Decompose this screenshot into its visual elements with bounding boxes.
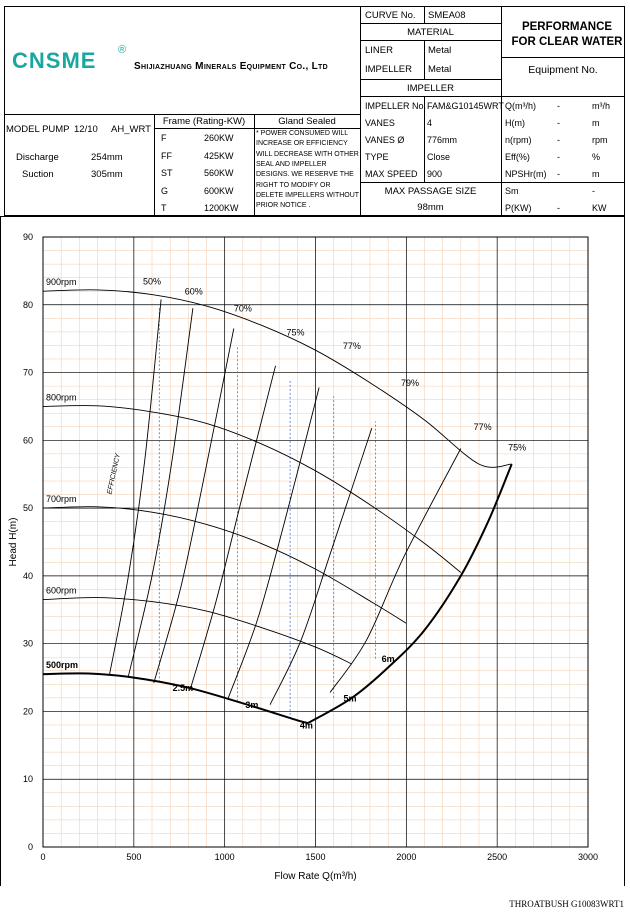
frame-kw: 600KW [204, 185, 234, 196]
duty-unit: m³/h [592, 101, 610, 111]
annotation-label: EFFICIENCY [106, 452, 122, 495]
speed-label: 800rpm [46, 392, 77, 403]
model-pump-label: MODEL PUMP [6, 124, 70, 135]
equipment-no-label: Equipment No. [528, 64, 598, 76]
y-axis-label: Head H(m) [8, 517, 19, 567]
max-speed-label: MAX SPEED [365, 169, 418, 179]
performance-title-line2: FOR CLEAR WATER [511, 36, 623, 48]
axis-ticks [23, 232, 598, 862]
company-name: Shijiazhuang Minerals Equipment Co., Ltd [134, 61, 328, 72]
annotation-label: 77% [473, 422, 492, 433]
drawing-number: THROATBUSH G10083WRT1 [509, 899, 624, 909]
gland-note-line: RIGHT TO MODIFY OR [256, 181, 331, 189]
gland-label: Gland Sealed [278, 116, 336, 127]
y-tick-label: 80 [22, 299, 33, 310]
frame-code: F [161, 133, 167, 143]
y-tick-label: 90 [22, 232, 33, 242]
duty-unit: m [592, 169, 600, 179]
duty-value: - [557, 135, 560, 145]
company-logo: CNSME [12, 48, 97, 73]
y-tick-label: 60 [22, 435, 33, 446]
speed-curve-800rpm [43, 406, 461, 573]
annotation-label: 79% [400, 378, 419, 389]
max-passage-value: 98mm [417, 202, 444, 213]
impeller-material-label: IMPELLER [365, 64, 412, 75]
suction-label: Suction [22, 169, 54, 180]
efficiency-curve-77pct [228, 388, 319, 698]
vanes-dia-value: 776mm [427, 135, 458, 145]
duty-value: - [557, 152, 560, 162]
gland-note-line: INCREASE OR EFFICIENCY [256, 140, 348, 148]
annotation-label: 75% [508, 442, 527, 453]
impeller-material-value: Metal [428, 64, 452, 75]
impeller-section-label: IMPELLER [407, 83, 454, 94]
gland-note-line: DELETE IMPELLERS WITHOUT [256, 191, 360, 199]
registered-mark: ® [118, 44, 127, 56]
speed-label: 500rpm [46, 660, 79, 671]
duty-label: Q(m³/h) [505, 101, 536, 111]
frame-code: FF [161, 150, 172, 161]
annotation-label: 75% [286, 327, 305, 338]
x-axis-label: Flow Rate Q(m³/h) [274, 871, 357, 882]
impeller-no-value: FAM&G10145WRT [427, 101, 504, 111]
discharge-label: Discharge [16, 152, 59, 163]
performance-chart [0, 216, 630, 886]
annotation-label: 6m [381, 653, 395, 664]
frame-kw: 425KW [204, 150, 234, 161]
vanes-dia-label: VANES Ø [365, 135, 405, 145]
speed-curve-600rpm [43, 598, 352, 664]
curve-layer [43, 290, 512, 723]
y-tick-label: 30 [22, 638, 33, 649]
type-value: Close [427, 152, 451, 162]
frame-kw: 260KW [204, 133, 234, 143]
gland-note-line: * POWER CONSUMED WILL [256, 130, 349, 137]
duty-label: n(rpm) [505, 135, 532, 145]
annotation-label: 3m [245, 700, 259, 711]
duty-label: NPSHr(m) [505, 169, 547, 179]
suction-value: 305mm [91, 169, 123, 180]
duty-label: Eff(%) [505, 152, 530, 162]
vanes-value: 4 [427, 118, 433, 128]
type-label: TYPE [365, 152, 389, 162]
frame-code: ST [161, 168, 173, 178]
duty-value: - [557, 101, 560, 111]
material-label: MATERIAL [407, 27, 454, 38]
x-tick-label: 1500 [305, 852, 326, 862]
discharge-value: 254mm [91, 152, 123, 163]
y-tick-label: 70 [22, 367, 33, 378]
model-code: AH_WRT [111, 124, 151, 135]
x-tick-label: 3000 [577, 852, 599, 862]
speed-curve-900rpm [43, 290, 512, 468]
frame-kw: 560KW [204, 168, 234, 178]
curve-no-value: SMEA08 [428, 10, 466, 21]
speed-label: 900rpm [46, 277, 77, 288]
annotation-label: 50% [142, 276, 162, 287]
efficiency-curve-60pct [128, 308, 193, 676]
efficiency-curve-79pct [270, 428, 372, 705]
y-tick-label: 40 [22, 570, 33, 581]
annotation-label: 70% [233, 303, 252, 314]
gland-note-line: DESIGNS. WE RESERVE THE [256, 171, 354, 179]
efficiency-curve-70pct [154, 329, 234, 683]
duty-value: - [557, 169, 560, 179]
performance-title-line1: PERFORMANCE [521, 21, 613, 33]
duty-unit: % [592, 152, 601, 162]
curve-no-label: CURVE No. [365, 10, 416, 21]
x-tick-label: 500 [126, 852, 142, 862]
model-pump-size: 12/10 [74, 124, 98, 135]
duty-value: - [557, 203, 560, 213]
header-block [4, 6, 625, 216]
frame-code: G [161, 185, 169, 196]
x-tick-label: 0 [40, 852, 46, 862]
y-tick-label: 10 [22, 774, 33, 785]
annotation-label: 4m [299, 720, 313, 731]
max-passage-label: MAX PASSAGE SIZE [384, 186, 477, 197]
speed-curve-500rpm [43, 673, 308, 723]
duty-unit: KW [592, 203, 607, 213]
efficiency-curve-75pct [190, 366, 275, 690]
vanes-label: VANES [365, 118, 395, 128]
max-speed-value: 900 [427, 169, 443, 179]
y-tick-label: 20 [22, 706, 33, 717]
duty-unit: rpm [592, 135, 608, 145]
duty-unit: - [592, 186, 595, 196]
annotation-label: 60% [184, 286, 203, 297]
impeller-no-label: IMPELLER No. [365, 101, 427, 111]
liner-value: Metal [428, 45, 452, 56]
gland-note-line: SEAL AND IMPELLER [256, 160, 327, 168]
duty-value: - [557, 118, 560, 128]
x-tick-label: 1000 [214, 852, 235, 862]
performance-title [506, 20, 628, 50]
annotation-label: 77% [342, 340, 361, 351]
y-tick-label: 0 [27, 842, 33, 852]
y-tick-label: 50 [22, 503, 33, 514]
frame-kw: 1200KW [204, 203, 239, 213]
efficiency-curve-50pct [109, 299, 161, 675]
x-tick-label: 2000 [396, 852, 417, 862]
efficiency-curve-77pct [330, 449, 461, 693]
speed-label: 600rpm [46, 585, 77, 596]
x-tick-label: 2500 [487, 852, 508, 862]
frame-rating-label: Frame (Rating-KW) [162, 116, 246, 127]
annotation-label: 2.5m [172, 683, 194, 694]
speed-label: 700rpm [46, 494, 77, 505]
chart-frame [1, 217, 625, 887]
chart-grid [43, 237, 588, 847]
duty-label: H(m) [505, 118, 525, 128]
annotation-label: 5m [343, 693, 357, 704]
gland-note-line: WILL DECREASE WITH OTHER [256, 150, 359, 158]
gland-note-line: PRIOR NOTICE . [256, 202, 311, 210]
duty-unit: m [592, 118, 600, 128]
frame-code: T [161, 203, 167, 213]
duty-label: Sm [505, 186, 519, 196]
annotation-layer [46, 276, 526, 730]
duty-label: P(KW) [505, 203, 532, 213]
liner-label: LINER [365, 45, 393, 56]
